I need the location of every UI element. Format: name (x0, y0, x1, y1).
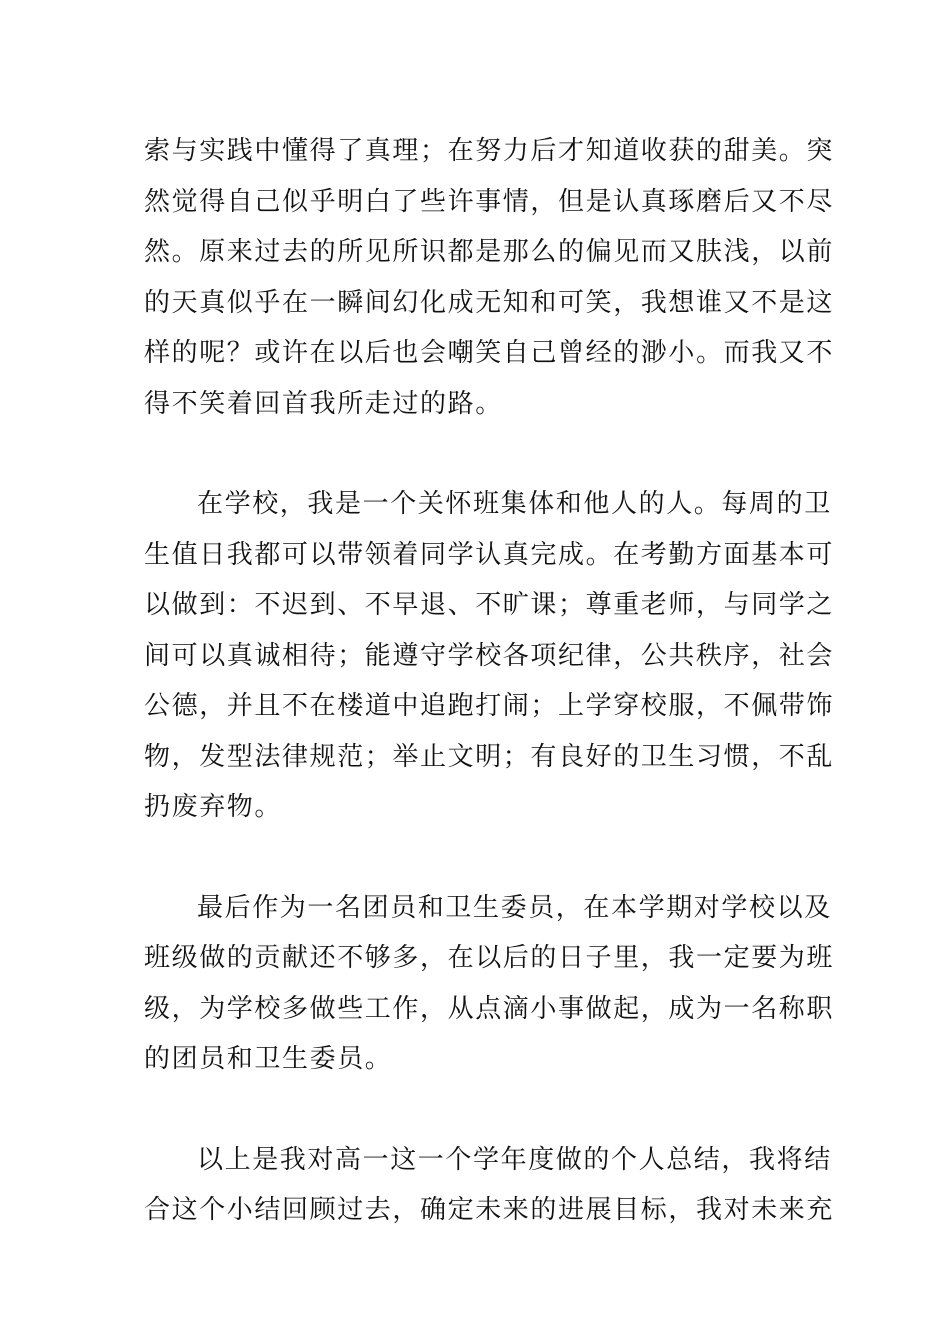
text-line: 合这个小结回顾过去，确定未来的进展目标，我对未来充 (144, 1195, 835, 1225)
text-line: 间可以真诚相待；能遵守学校各项纪律，公共秩序，社会 (144, 640, 835, 671)
text-line: 的天真似乎在一瞬间幻化成无知和可笑，我想谁又不是这 (144, 287, 835, 318)
text-line: 公德，并且不在楼道中追跑打闹；上学穿校服，不佩带饰 (144, 691, 835, 721)
text-line: 生值日我都可以带领着同学认真完成。在考勤方面基本可 (144, 539, 835, 570)
text-line: 以做到：不迟到、不早退、不旷课；尊重老师，与同学之 (144, 590, 835, 620)
paragraph-reflection (144, 126, 835, 429)
text-line: 的团员和卫生委员。 (144, 1044, 393, 1074)
text-line: 得不笑着回首我所走过的路。 (144, 388, 503, 419)
text-line: 最后作为一名团员和卫生委员，在本学期对学校以及 (197, 892, 832, 923)
paragraph-school-conduct (144, 479, 835, 833)
text-line: 然。原来过去的所见所识都是那么的偏见而又肤浅，以前 (144, 237, 835, 267)
text-line: 样的呢？或许在以后也会嘲笑自己曾经的渺小。而我又不 (144, 338, 835, 368)
text-line: 级，为学校多做些工作，从点滴小事做起，成为一名称职 (144, 993, 835, 1024)
text-line: 以上是我对高一这一个学年度做的个人总结，我将结 (197, 1144, 832, 1175)
text-line: 扔废弃物。 (144, 792, 283, 822)
paragraph-conclusion (144, 1135, 835, 1236)
text-line: 物，发型法律规范；举止文明；有良好的卫生习惯，不乱 (144, 741, 835, 772)
text-line: 然觉得自己似乎明白了些许事情，但是认真琢磨后又不尽 (144, 186, 835, 217)
text-line: 在学校，我是一个关怀班集体和他人的人。每周的卫 (197, 489, 832, 519)
text-line: 班级做的贡献还不够多，在以后的日子里，我一定要为班 (144, 943, 835, 973)
document-body (144, 126, 835, 1286)
paragraph-league-member (144, 883, 835, 1085)
text-line: 索与实践中懂得了真理；在努力后才知道收获的甜美。突 (144, 136, 835, 166)
